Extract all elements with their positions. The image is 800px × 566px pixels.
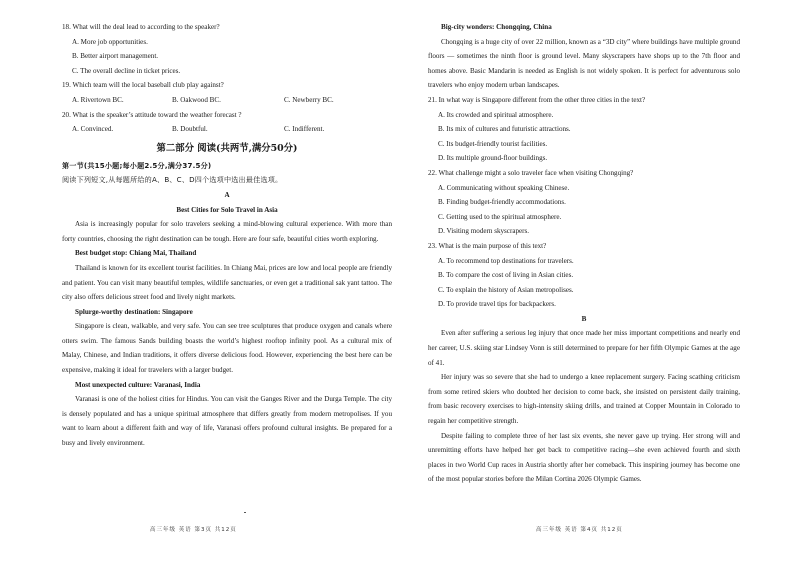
q22-option-c: C. Getting used to the spiritual atmosphere. — [438, 212, 562, 221]
chongqing-text: Chongqing is a huge city of over 22 million, known as a “3D city” where buildings have multiple ground floors — sometimes the ninth floor is ground level. Many skyscrapers have shops up to the 7th floor and homes above. Basic Mandarin is needed as English is not widely spoken. It is perfect for adventurous solo travelers who enjoy modern urban landscapes. — [428, 37, 740, 90]
question-23: 23. What is the main purpose of this text? — [428, 241, 547, 250]
q21-option-d: D. Its multiple ground-floor buildings. — [438, 154, 548, 163]
passage-b-paragraph-1: Even after suffering a serious leg injury that once made her miss important competitions and nearly end her career, U.S. skiing star Lindsey Vonn is still determined to prepare for her fifth Olympic Games at the age of 41. — [428, 329, 740, 367]
q19-option-a: A. Rivertown BC. — [72, 95, 124, 104]
q22-option-a: A. Communicating without speaking Chinese. — [438, 183, 570, 192]
left-column — [62, 20, 392, 451]
chiang-mai-text: Thailand is known for its excellent tourist facilities. In Chiang Mai, prices are low and local people are friendly and patient. You can visit many beautiful temples, wildlife sanctuaries, or even get a traditional sak yant tattoo. The city also offers delicious street food and lively night markets. — [62, 263, 392, 302]
q19-option-b: B. Oakwood BC. — [172, 95, 221, 104]
passage-b-label: B — [581, 314, 587, 323]
passage-b-paragraph-2: Her injury was so severe that she had to undergo a knee replacement surgery. Facing scathing criticism from some retired skiers who doubted her decision to come back, she insisted on persistent daily training, from basic recovery exercises to high-intensity skiing drills, and trained at Copper Mountain in Colorado to regain her competitive strength. — [428, 373, 740, 426]
section-instruction: 阅读下列短文,从每题所给的A、B、C、D四个选项中选出最佳选项。 — [62, 175, 283, 185]
left-page-footer: 高三年级 英语 第3页 共12页 — [150, 527, 237, 533]
q23-option-d: D. To provide travel tips for backpackers. — [438, 300, 556, 309]
part-title: 第二部分 阅读(共两节,满分50分) — [156, 142, 298, 154]
varanasi-heading: Most unexpected culture: Varanasi, India — [75, 380, 201, 389]
passage-b-paragraph-3: Despite failing to complete three of her last six events, she never gave up trying. Her strong will and unremitting efforts have helped her get back to competitive racing—she even achieved fourth and sixth places in two World Cup races in Austria shortly after her comeback. This inspiring journey has become one of the most popular stories before the Milan Cortina 2026 Olympic Games. — [428, 431, 740, 484]
passage-a-intro: Asia is increasingly popular for solo travelers seeking a mind-blowing cultural experience. With more than forty countries, choosing the right destination can be tough. Here are four safe, beautiful cities worth exploring. — [62, 220, 392, 243]
q21-option-b: B. Its mix of cultures and futuristic attractions. — [438, 125, 571, 134]
q18-option-b: B. Better airport management. — [72, 52, 159, 61]
question-22: 22. What challenge might a solo traveler face when visiting Chongqing? — [428, 168, 634, 177]
q23-option-b: B. To compare the cost of living in Asian cities. — [438, 271, 574, 280]
q18-option-c: C. The overall decline in ticket prices. — [72, 66, 181, 75]
scan-mark — [244, 512, 246, 513]
q21-option-c: C. Its budget-friendly tourist facilities. — [438, 139, 548, 148]
q18-option-a: A. More job opportunities. — [72, 37, 148, 46]
right-column — [428, 20, 740, 487]
q23-option-a: A. To recommend top destinations for travelers. — [438, 256, 574, 265]
section-title: 第一节(共15小题;每小题2.5分,满分37.5分) — [62, 160, 212, 170]
q21-option-a: A. Its crowded and spiritual atmosphere. — [438, 110, 554, 119]
singapore-heading: Splurge-worthy destination: Singapore — [75, 307, 193, 316]
singapore-text: Singapore is clean, walkable, and very safe. You can see tree sculptures that produce oxygen and canals where otters swim. The famous Sands building boasts the world’s highest rooftop infinity pool. As a cultural mix of Malay, Chinese, and Indian traditions, it offers diverse delicious food. However, experiencing the best here can be expensive, making it ideal for travelers with a larger budget. — [62, 322, 392, 375]
q23-option-c: C. To explain the history of Asian metropolises. — [438, 285, 574, 294]
q22-option-b: B. Finding budget-friendly accommodations. — [438, 198, 566, 207]
q19-options — [72, 93, 392, 108]
chiang-mai-heading: Best budget stop: Chiang Mai, Thailand — [75, 249, 197, 258]
question-20: 20. What is the speaker’s attitude toward the weather forecast ? — [62, 110, 242, 119]
q19-option-c: C. Newberry BC. — [284, 95, 334, 104]
chongqing-heading: Big-city wonders: Chongqing, China — [441, 23, 552, 31]
q22-option-d: D. Visiting modern skyscrapers. — [438, 227, 530, 236]
right-page-footer: 高三年级 英语 第4页 共12页 — [536, 527, 623, 533]
question-19: 19. Which team will the local baseball club play against? — [62, 81, 224, 90]
q20-option-a: A. Convinced. — [72, 125, 114, 134]
q20-options — [72, 122, 392, 137]
q20-option-c: C. Indifferent. — [284, 125, 325, 134]
passage-a-label: A — [224, 190, 230, 199]
varanasi-text: Varanasi is one of the holiest cities for Hindus. You can visit the Ganges River and the Durga Temple. The city is densely populated and has a unique spiritual atmosphere that differs greatly from modern metropolises. If you want to learn about a different faith and way of life, Varanasi offers profound cultural insights. Be prepared for a busy and lively environment. — [62, 395, 392, 448]
passage-a-title: Best Cities for Solo Travel in Asia — [176, 205, 278, 214]
question-21: 21. In what way is Singapore different from the other three cities in the text? — [428, 95, 646, 104]
question-18: 18. What will the deal lead to according to the speaker? — [62, 23, 220, 31]
q20-option-b: B. Doubtful. — [172, 125, 208, 134]
